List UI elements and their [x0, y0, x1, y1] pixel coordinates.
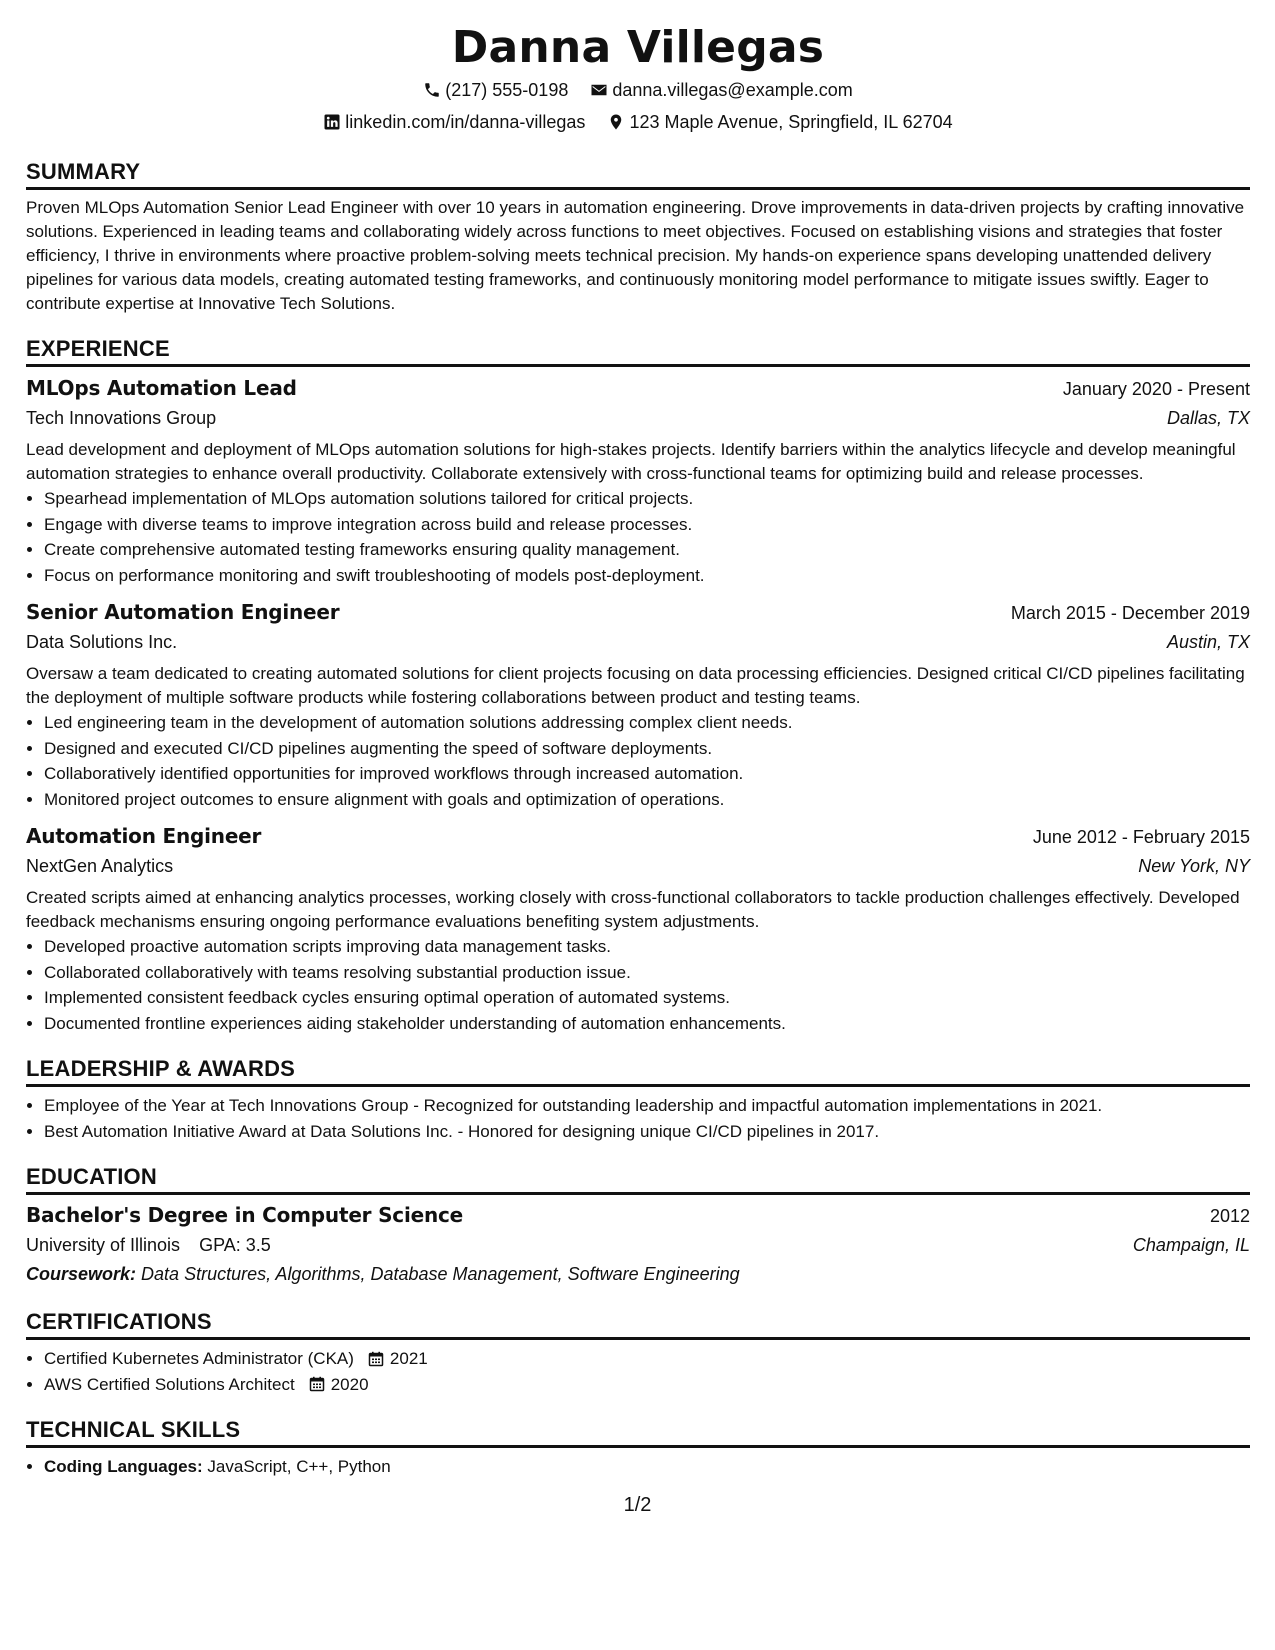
coursework-list: Data Structures, Algorithms, Database Management, Software Engineering	[141, 1264, 740, 1284]
calendar-icon	[309, 1376, 325, 1392]
certification-name: • AWS Certified Solutions Architect	[44, 1374, 295, 1394]
job-title: MLOps Automation Lead	[26, 376, 297, 400]
page-number: 1/2	[623, 1494, 652, 1516]
list-item: • Developed proactive automation scripts improving data management tasks.	[44, 934, 1250, 960]
linkedin-text[interactable]: linkedin.com/in/danna-villegas	[345, 112, 586, 132]
job-dates: January 2020 - Present	[1062, 379, 1250, 399]
job-title: Senior Automation Engineer	[26, 600, 340, 624]
certifications-section	[26, 1309, 1250, 1397]
job-entry	[26, 374, 1250, 588]
certification-year: 2020	[330, 1374, 369, 1394]
calendar-icon	[368, 1351, 384, 1367]
list-item: • Led engineering team in the development of automation solutions addressing complex client needs.	[44, 710, 1250, 736]
skill-label: Coding Languages:	[44, 1457, 203, 1476]
list-item: • Engage with diverse teams to improve integration across build and release processes.	[44, 512, 1250, 538]
education-section	[26, 1164, 1250, 1289]
job-location: New York, NY	[1138, 856, 1250, 876]
list-item	[44, 1454, 1250, 1480]
address-contact	[607, 110, 952, 134]
email-text[interactable]: danna.villegas@example.com	[612, 80, 853, 100]
company-name: NextGen Analytics	[26, 856, 174, 876]
candidate-name: Danna Villegas	[451, 22, 825, 73]
certification-year: 2021	[389, 1349, 428, 1368]
section-title-education: EDUCATION	[26, 1164, 1250, 1195]
skill-value: JavaScript, C++, Python	[207, 1457, 391, 1476]
job-description: Lead development and deployment of MLOps automation solutions for high-stakes projects. Identify barriers within the analytics lifecycle and develop meaningful automation strategies to enhance overall productivity. Collaborate extensively with cross-functional teams for optimizing build and release processes.	[26, 440, 1236, 483]
address-text: 123 Maple Avenue, Springfield, IL 62704	[629, 112, 953, 132]
email-contact[interactable]	[590, 78, 852, 102]
section-title-skills: TECHNICAL SKILLS	[26, 1417, 1250, 1448]
section-title-leadership: LEADERSHIP & AWARDS	[26, 1056, 1250, 1087]
list-item: • Best Automation Initiative Award at Data Solutions Inc. - Honored for designing unique CI/CD pipelines in 2017.	[44, 1119, 1250, 1145]
coursework	[26, 1260, 1250, 1289]
list-item: • Implemented consistent feedback cycles ensuring optimal operation of automated systems.	[44, 985, 1250, 1011]
list-item: • Monitored project outcomes to ensure alignment with goals and optimization of operations.	[44, 787, 1250, 813]
list-item: • Create comprehensive automated testing frameworks ensuring quality management.	[44, 537, 1250, 563]
list-item: • Documented frontline experiences aiding stakeholder understanding of automation enhancements.	[44, 1011, 1250, 1037]
section-title-experience: EXPERIENCE	[26, 336, 1250, 367]
phone-contact	[423, 78, 568, 102]
list-item: • Employee of the Year at Tech Innovations Group - Recognized for outstanding leadership and impactful automation implementations in 2021.	[44, 1093, 1250, 1119]
job-location: Austin, TX	[1166, 632, 1250, 652]
section-title-certifications: CERTIFICATIONS	[26, 1309, 1250, 1340]
degree-title: Bachelor's Degree in Computer Science	[26, 1203, 464, 1227]
list-item: • Spearhead implementation of MLOps automation solutions tailored for critical projects.	[44, 486, 1250, 512]
certification-name: • Certified Kubernetes Administrator (CKA)	[44, 1349, 354, 1368]
graduation-year: 2012	[1209, 1206, 1250, 1226]
school-name: University of Illinois	[26, 1235, 181, 1255]
job-entry	[26, 598, 1250, 812]
map-marker-icon	[607, 113, 625, 131]
job-bullets	[26, 486, 1250, 588]
list-item	[44, 1346, 1250, 1372]
job-dates: June 2012 - February 2015	[1032, 827, 1250, 847]
list-item: • Focus on performance monitoring and swift troubleshooting of models post-deployment.	[44, 563, 1250, 589]
job-bullets	[26, 934, 1250, 1036]
contact-row-secondary	[26, 110, 1250, 134]
summary-section	[26, 159, 1250, 316]
job-description: Oversaw a team dedicated to creating automated solutions for client projects focusing on data processing efficiencies. Designed critical CI/CD pipelines facilitating the deployment of multiple software products while fostering collaborations between product and testing teams.	[26, 664, 1245, 707]
coursework-label: Coursework:	[26, 1264, 137, 1284]
list-item: • Designed and executed CI/CD pipelines augmenting the speed of software deployments.	[44, 736, 1250, 762]
gpa: GPA: 3.5	[199, 1235, 271, 1255]
linkedin-icon	[323, 113, 341, 131]
envelope-icon	[590, 81, 608, 99]
section-title-summary: SUMMARY	[26, 159, 1250, 190]
phone-icon	[423, 81, 441, 99]
linkedin-contact[interactable]	[323, 110, 585, 134]
list-item	[44, 1372, 1250, 1398]
phone-text: (217) 555-0198	[445, 80, 569, 100]
company-name: Data Solutions Inc.	[26, 632, 178, 652]
education-entry	[26, 1201, 1250, 1289]
resume-page	[26, 22, 1250, 1480]
award-list	[26, 1093, 1250, 1144]
school-location: Champaign, IL	[1132, 1235, 1250, 1255]
list-item: • Collaboratively identified opportunities for improved workflows through increased automation.	[44, 761, 1250, 787]
certification-list	[26, 1346, 1250, 1397]
job-dates: March 2015 - December 2019	[1010, 603, 1250, 623]
school-line	[26, 1231, 271, 1260]
contact-row-primary	[26, 78, 1250, 102]
leadership-section	[26, 1056, 1250, 1144]
job-entry	[26, 822, 1250, 1036]
company-name: Tech Innovations Group	[26, 408, 217, 428]
job-description: Created scripts aimed at enhancing analytics processes, working closely with cross-functional collaborators to tackle production challenges effectively. Developed feedback mechanisms ensuring ongoing performance evaluations benefiting system adjustments.	[26, 888, 1240, 931]
skills-list	[26, 1454, 1250, 1480]
experience-section	[26, 336, 1250, 1036]
list-item: • Collaborated collaboratively with teams resolving substantial production issue.	[44, 960, 1250, 986]
summary-text: Proven MLOps Automation Senior Lead Engineer with over 10 years in automation engineering. Drove improvements in data-driven projects by crafting innovative solutions. Experienced in leading teams and collaborating widely across functions to meet objectives. Focused on establishing visions and strategies that foster efficiency, I thrive in environments where proactive problem-solving meets technical precision. My hands-on experience spans developing unattended delivery pipelines for various data models, creating automated testing frameworks, and continuously monitoring model performance to mitigate issues swiftly. Eager to contribute expertise at Innovative Tech Solutions.	[26, 198, 1245, 313]
skills-section	[26, 1417, 1250, 1480]
job-location: Dallas, TX	[1166, 408, 1250, 428]
job-bullets	[26, 710, 1250, 812]
job-title: Automation Engineer	[26, 824, 262, 848]
